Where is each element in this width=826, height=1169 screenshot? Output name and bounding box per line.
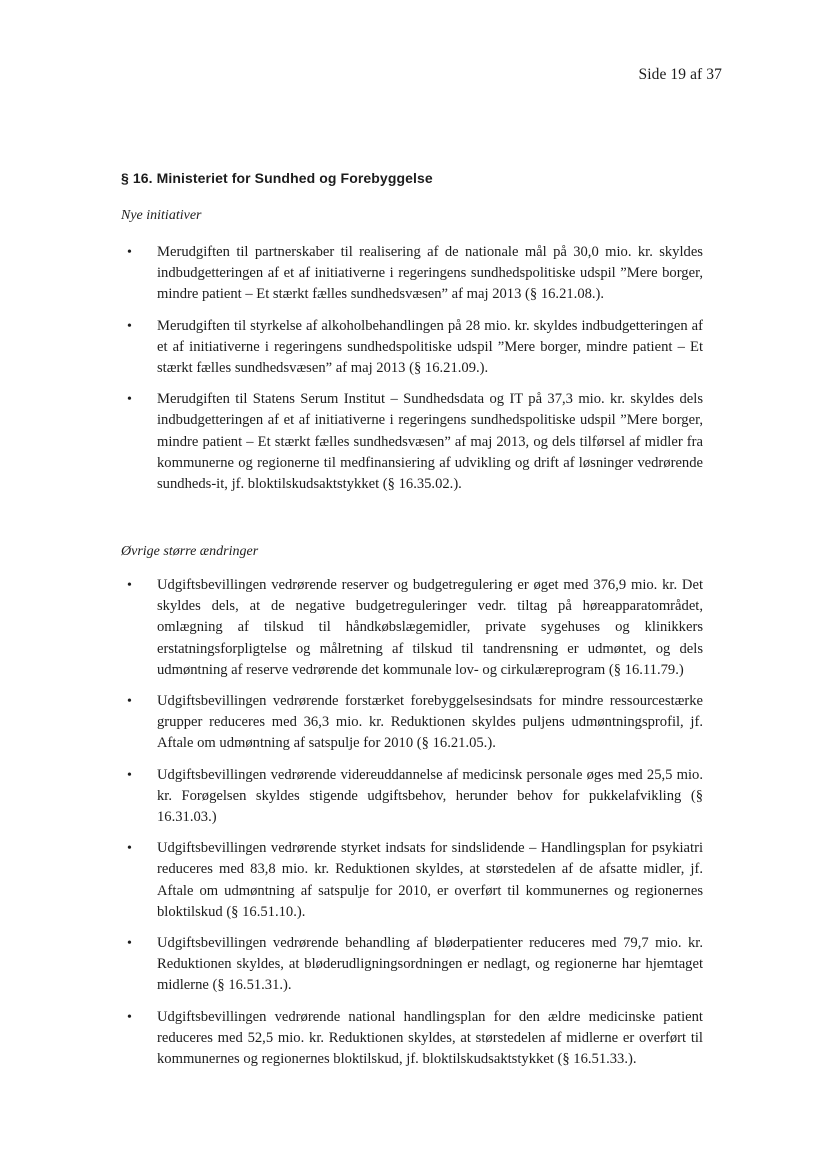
list-item (121, 691, 703, 755)
list-item-text: Udgiftsbevillingen vedrørende videreuddannelse af medicinsk personale øges med 25,5 mio. kr. Forøgelsen skyldes stigende udgiftsbehov, herunder behov for pukkelafvikling (§ 16.31.03.) (157, 766, 703, 826)
list-item (121, 242, 703, 306)
list-item (121, 933, 703, 997)
list-item-text: Udgiftsbevillingen vedrørende styrket indsats for sindslidende – Handlingsplan for psykiatri reduceres med 83,8 mio. kr. Reduktionen skyldes, at størstedelen af de afsatte midler, jf. Aftale om udmøntning af satspulje for 2010, er overført til kommunernes og regionernes bloktilskud (§ 16.51.10.). (157, 840, 703, 920)
list-item-text: Merudgiften til styrkelse af alkoholbehandlingen på 28 mio. kr. skyldes indbudgetteringen af et af initiativerne i regeringens sundhedspolitiske udspil ”Mere borger, mindre patient – Et stærkt fælles sundhedsvæsen” af maj 2013 (§ 16.21.09.). (157, 317, 703, 377)
section-title: § 16. Ministeriet for Sundhed og Forebyggelse (121, 170, 433, 186)
bullet-icon: • (127, 1009, 132, 1025)
bullet-icon: • (127, 694, 132, 710)
list-item-text: Udgiftsbevillingen vedrørende national handlingsplan for den ældre medicinske patient reduceres med 52,5 mio. kr. Reduktionen skyldes, at størstedelen af midlerne er overført til kommunernes og regionernes bloktilskud, jf. bloktilskudsaktstykket (§ 16.51.33.). (157, 1008, 703, 1068)
bullet-icon: • (127, 936, 132, 952)
list-item-text: Udgiftsbevillingen vedrørende behandling af bløderpatienter reduceres med 79,7 mio. kr. Reduktionen skyldes, at bløderudligningsordningen er nedlagt, og regionerne har hjemtaget midlerne (§ 16.51.31.). (157, 935, 703, 994)
bullet-icon: • (127, 578, 132, 593)
subheading-other-changes: Øvrige større ændringer (121, 544, 259, 559)
list-item (121, 765, 703, 829)
page-number: Side 19 af 37 (638, 66, 722, 83)
list-item (121, 838, 703, 923)
list-item (121, 389, 703, 495)
list-item (121, 1007, 703, 1071)
bullet-icon: • (127, 392, 132, 408)
other-changes-list (121, 575, 703, 1080)
bullet-icon: • (127, 841, 132, 857)
list-item-text: Udgiftsbevillingen vedrørende forstærket forebyggelsesindsats for mindre ressourcestærke grupper reduceres med 36,3 mio. kr. Reduktionen skyldes puljens udmøntningsprofil, jf. Aftale om udmøntning af satspulje for 2010 (§ 16.21.05.). (157, 693, 703, 752)
list-item (121, 316, 703, 380)
list-item-text: Merudgiften til Statens Serum Institut – Sundhedsdata og IT på 37,3 mio. kr. skyldes dels indbudgetteringen af et af initiativerne i regeringens sundhedspolitiske udspil ”Mere borger, mindre patient – Et stærkt fælles sundhedsvæsen” af maj 2013, og dels tilførsel af midler fra kommunerne og regionerne til medfinansiering af udvikling og drift af løsninger vedrørende sundheds-it, jf. bloktilskudsaktstykket (§ 16.35.02.). (157, 391, 703, 493)
subheading-new-initiatives: Nye initiativer (121, 208, 202, 223)
list-item-text: Merudgiften til partnerskaber til realisering af de nationale mål på 30,0 mio. kr. skyldes indbudgetteringen af et af initiativerne i regeringens sundhedspolitiske udspil ”Mere borger, mindre patient – Et stærkt fælles sundhedsvæsen” af maj 2013 (§ 16.21.08.). (157, 244, 703, 303)
bullet-icon: • (127, 767, 132, 783)
new-initiatives-list (121, 242, 703, 505)
bullet-icon: • (127, 318, 132, 334)
list-item-text: Udgiftsbevillingen vedrørende reserver og budgetregulering er øget med 376,9 mio. kr. Det skyldes dels, at de negative budgetreguleringer vedr. tiltag på høreapparatområdet, omlægning af tilskud til håndkøbslægemidler, private sygehuses og klinikkers erstatningsforpligtelse og målretning af tilskud til tandrensning er udmøntet, og dels udmøntning af reserve vedrørende det kommunale lov- og cirkulæreprogram (§ 16.11.79.) (157, 577, 703, 678)
list-item (121, 575, 703, 681)
bullet-icon: • (127, 245, 132, 260)
